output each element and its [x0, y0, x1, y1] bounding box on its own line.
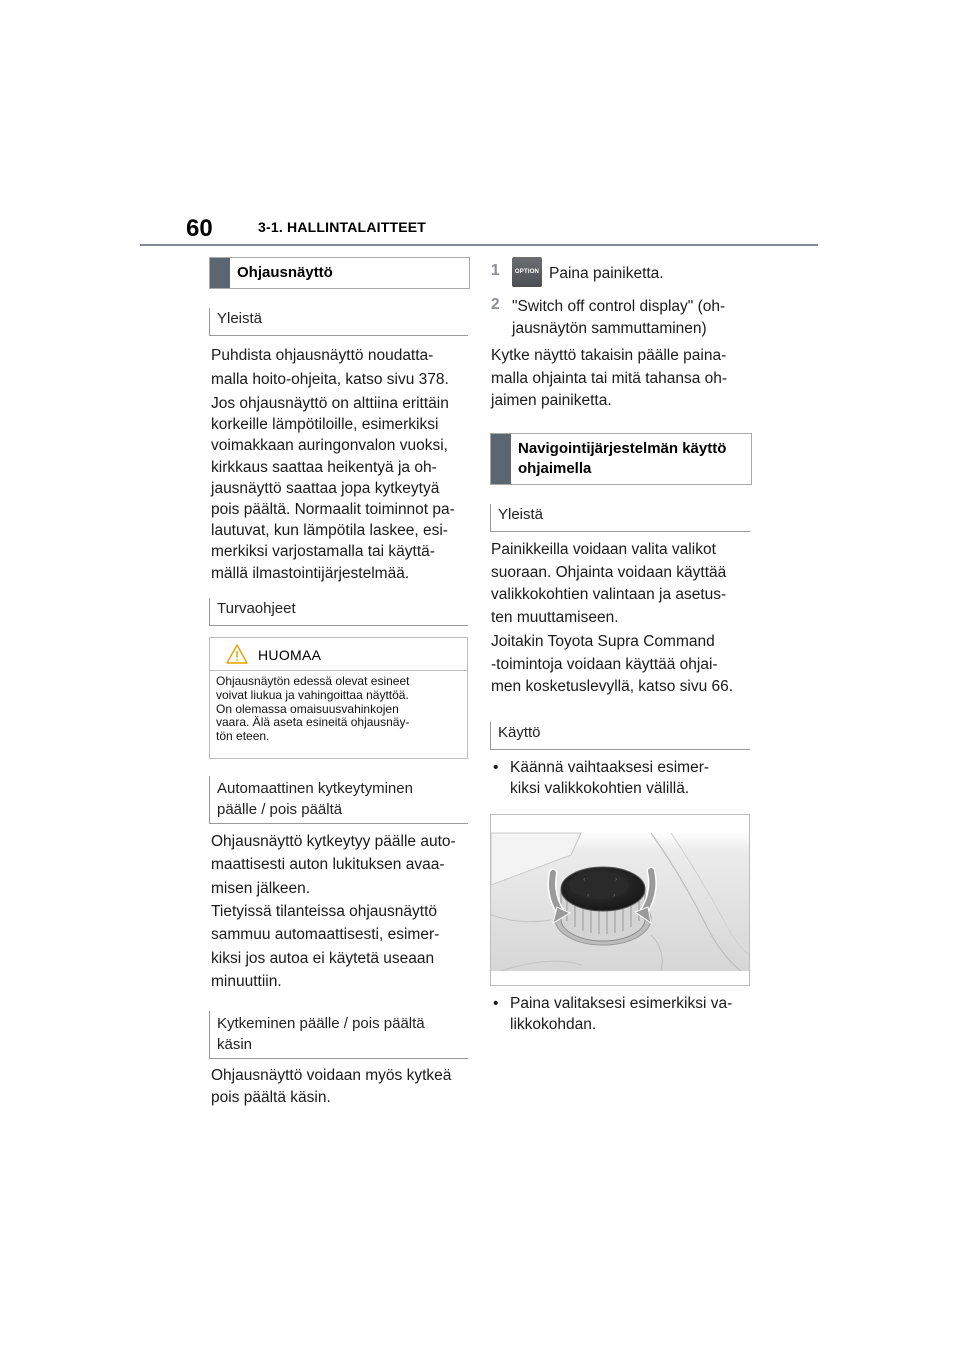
text-line: ten muuttamiseen. — [491, 608, 619, 626]
step-2-text — [512, 296, 752, 339]
text-line: Jos ohjausnäyttö on alttiina erittäin — [211, 395, 449, 412]
text-line: Kytke näyttö takaisin päälle paina- — [491, 347, 727, 364]
text-line: mällä ilmastointijärjestelmää. — [211, 564, 410, 582]
paragraph-cleaning — [211, 345, 473, 390]
text-line: kirkkaus saattaa heikentyä ja oh- — [211, 458, 437, 476]
text-line: käsin — [217, 1036, 253, 1053]
text-line: kiksi valikkokohtien välillä. — [510, 780, 690, 798]
text-line: merkiksi varjostamalla tai käyttä- — [211, 543, 435, 561]
paragraph-manual — [211, 1065, 473, 1109]
header-divider — [140, 244, 818, 246]
controller-illustration — [490, 814, 750, 986]
chapter-title: 3-1. HALLINTALAITTEET — [258, 219, 427, 235]
text-line: pois päältä. Normaalit toiminnot pa- — [211, 501, 455, 519]
subheading-auto-switch — [209, 776, 468, 824]
notice-header — [210, 638, 467, 671]
notice-body — [216, 675, 461, 744]
text-line: On olemassa omaisuusvahinkojen — [216, 701, 399, 716]
text-line: Paina valitaksesi esimerkiksi va- — [510, 995, 733, 1012]
text-line: -toimintoja voidaan käyttää ohjai- — [491, 655, 718, 673]
text-line: Tietyissä tilanteissa ohjausnäyttö — [211, 903, 438, 920]
paragraph-touchpad — [491, 631, 753, 699]
text-line: Ohjausnäytön edessä olevat esineet — [216, 674, 410, 688]
text-line: voimakkaan auringonvalon vuoksi, — [211, 437, 448, 455]
subheading-safety-text: Turvaohjeet — [217, 600, 296, 617]
text-line: Ohjausnäyttö voidaan myös kytkeä — [211, 1067, 452, 1084]
text-line: Navigointijärjestelmän käyttö — [518, 440, 727, 457]
svg-text:›: › — [615, 876, 618, 883]
text-line: likkokohdan. — [510, 1016, 597, 1034]
paragraph-temperature — [211, 393, 473, 584]
text-line: Painikkeilla voidaan valita valikot — [491, 541, 716, 558]
paragraph-auto-off — [211, 900, 473, 993]
subheading-manual-switch — [209, 1011, 468, 1059]
text-line: malla hoito-ohjeita, katso sivu 378. — [211, 371, 449, 389]
bullet-press — [493, 993, 753, 1037]
text-line: Joitakin Toyota Supra Command — [491, 633, 715, 650]
subheading-nav-general-text: Yleistä — [498, 506, 544, 523]
subheading-usage-text: Käyttö — [498, 724, 541, 741]
text-line: voivat liukua ja vahingoittaa näyttöä. — [216, 687, 409, 702]
text-line: malla ohjainta tai mitä tahansa oh- — [491, 369, 728, 387]
text-line: jausnäytön sammuttaminen) — [512, 319, 707, 337]
text-line: misen jälkeen. — [211, 879, 311, 897]
warning-triangle-icon — [226, 644, 248, 664]
title-bar-accent — [210, 258, 230, 288]
text-line: korkeille lämpötiloille, esimerkiksi — [211, 416, 439, 434]
svg-text:‹: ‹ — [587, 892, 590, 899]
page-number: 60 — [186, 215, 213, 242]
paragraph-nav-buttons — [491, 539, 753, 629]
section-title-control-display — [209, 257, 470, 289]
text-line: lautuvat, kun lämpötila laskee, esi- — [211, 522, 448, 540]
text-line: Automaattinen kytkeytyminen — [217, 780, 413, 797]
svg-text:›: › — [613, 892, 616, 899]
title-bar-accent — [491, 434, 511, 484]
text-line: Puhdista ohjausnäyttö noudatta- — [211, 347, 434, 364]
text-line: minuuttiin. — [211, 972, 282, 990]
paragraph-auto-on — [211, 830, 473, 900]
bullet-text — [510, 993, 732, 1035]
paragraph-restart — [491, 345, 753, 413]
bullet-marker: • — [493, 995, 499, 1012]
text-line: pois päältä käsin. — [211, 1089, 331, 1106]
text-line: Käännä vaihtaaksesi esimer- — [510, 759, 710, 776]
controller-drawing — [491, 815, 749, 985]
step-1-text: Paina painiketta. — [549, 265, 664, 282]
svg-text:‹: ‹ — [583, 876, 586, 883]
text-line: jaimen painiketta. — [491, 392, 612, 409]
text-line: "Switch off control display" (oh- — [512, 298, 726, 315]
text-line: men kosketuslevyllä, katso sivu 66. — [491, 678, 734, 695]
section-title-text: Ohjausnäyttö — [237, 264, 333, 281]
text-line: vaara. Älä aseta esineitä ohjausnäy- — [216, 715, 410, 730]
subheading-nav-general — [490, 504, 750, 532]
text-line: suoraan. Ohjainta voidaan käyttää — [491, 563, 727, 581]
subheading-usage — [490, 722, 750, 750]
text-line: Kytkeminen päälle / pois päältä — [217, 1015, 425, 1032]
notice-box — [209, 637, 468, 759]
bullet-marker: • — [493, 759, 499, 776]
text-line: jausnäyttö saattaa jopa kytkeytyä — [211, 479, 440, 497]
text-line: Ohjausnäyttö kytkeytyy päälle auto- — [211, 833, 456, 850]
step-number-2: 2 — [491, 296, 500, 313]
subheading-general — [209, 308, 468, 336]
text-line: päälle / pois päältä — [217, 801, 343, 818]
text-line: valikkokohtien valintaan ja asetus- — [491, 586, 727, 603]
section-title-text — [518, 439, 726, 479]
option-button-icon: OPTION — [512, 257, 542, 287]
step-number-1: 1 — [491, 262, 500, 279]
subheading-safety — [209, 598, 468, 626]
text-line: kiksi jos autoa ei käytetä useaan — [211, 949, 435, 967]
section-title-navigation — [490, 433, 752, 485]
text-line: sammuu automaattisesti, esimer- — [211, 926, 440, 944]
bullet-text — [510, 757, 709, 799]
text-line: ohjaimella — [518, 460, 592, 477]
bullet-rotate — [493, 757, 753, 801]
subheading-general-text: Yleistä — [217, 310, 263, 327]
text-line: tön eteen. — [216, 729, 270, 744]
notice-heading: HUOMAA — [258, 647, 322, 663]
text-line: maattisesti auton lukituksen avaa- — [211, 856, 445, 874]
